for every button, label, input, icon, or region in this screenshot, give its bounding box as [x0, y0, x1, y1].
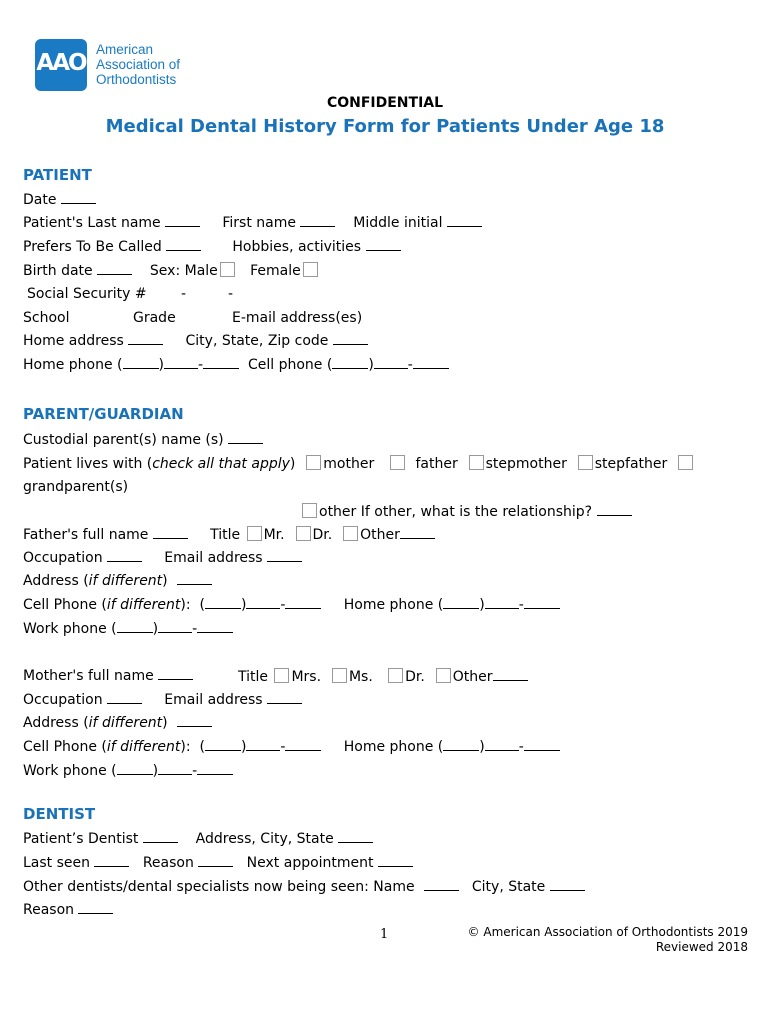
row-other-dentists — [23, 879, 585, 895]
father-address-hint: if different — [88, 573, 163, 589]
mother-address-field[interactable] — [177, 726, 212, 727]
father-occupation-field[interactable] — [107, 561, 142, 562]
mother-checkbox[interactable] — [306, 455, 321, 470]
row-other-relationship — [300, 503, 632, 520]
mother-home-label: Home phone ( — [343, 739, 444, 755]
ssn-dash-1: - — [181, 286, 187, 302]
row-mother-name — [23, 668, 193, 684]
next-appointment-field[interactable] — [378, 866, 413, 867]
father-work-label: Work phone ( — [23, 621, 117, 637]
mother-home-area[interactable] — [443, 750, 479, 751]
other-checkbox[interactable] — [302, 503, 317, 518]
patients-dentist-label: Patient’s Dentist — [23, 831, 139, 847]
logo-line-1: American — [96, 42, 154, 57]
grandparents-checkbox[interactable] — [678, 455, 693, 470]
mother-address-hint: if different — [88, 715, 163, 731]
row-names — [23, 215, 482, 231]
aao-logo-mark — [35, 39, 87, 91]
copyright-text: © American Association of Orthodontists 2019 — [467, 925, 748, 939]
mother-home-line[interactable] — [524, 750, 560, 751]
row-father-occupation — [23, 550, 302, 566]
ssn-label: Social Security # — [27, 286, 147, 302]
middle-initial-label: Middle initial — [353, 215, 443, 231]
row-phones: Home phone ( ) - Cell phone ( ) - — [23, 357, 449, 373]
confidential-label: CONFIDENTIAL — [326, 95, 444, 111]
mother-cell-label: Cell Phone ( — [23, 739, 107, 755]
row-father-work: Work phone ( ) - — [23, 621, 233, 637]
father-other-field[interactable] — [400, 538, 435, 539]
date-field[interactable] — [61, 203, 96, 204]
mother-label: mother — [323, 456, 375, 472]
city-state-zip-field[interactable] — [333, 344, 368, 345]
row-mother-occupation — [23, 692, 302, 708]
father-home-area[interactable] — [443, 608, 479, 609]
stepmother-label: stepmother — [485, 456, 567, 472]
father-checkbox[interactable] — [390, 455, 405, 470]
cell-phone-area[interactable] — [332, 368, 368, 369]
page-title: Medical Dental History Form for Patients Under Age 18 — [105, 116, 665, 137]
father-name-label: Father's full name — [23, 527, 149, 543]
middle-initial-field[interactable] — [447, 226, 482, 227]
home-phone-prefix[interactable] — [164, 368, 198, 369]
mother-work-area[interactable] — [117, 774, 153, 775]
grade-label: Grade — [133, 310, 176, 326]
row-father-phones: Cell Phone (if different): ( ) - Home phone ( ) - — [23, 597, 560, 613]
grandparents-label: grandparent(s) — [23, 479, 129, 495]
other-dentists-city-label: City, State — [471, 879, 546, 895]
prefers-label: Prefers To Be Called — [23, 239, 162, 255]
mrs-label: Mrs. — [291, 669, 322, 685]
female-label: Female — [250, 263, 301, 279]
prefers-field[interactable] — [166, 250, 201, 251]
hobbies-field[interactable] — [366, 250, 401, 251]
father-cell-line[interactable] — [285, 608, 321, 609]
father-work-prefix[interactable] — [158, 632, 192, 633]
mother-occupation-label: Occupation — [23, 692, 103, 708]
logo-abbr: AAO — [36, 50, 86, 76]
last-seen-label: Last seen — [23, 855, 91, 871]
dentist-address-label: Address, City, State — [195, 831, 334, 847]
row-mother-phones: Cell Phone (if different): ( ) - Home phone ( ) - — [23, 739, 560, 755]
row-dentist — [23, 831, 373, 847]
hobbies-label: Hobbies, activities — [232, 239, 362, 255]
mother-cell-line[interactable] — [285, 750, 321, 751]
row-last-seen — [23, 855, 413, 871]
mother-dr-checkbox[interactable] — [388, 668, 403, 683]
father-other-checkbox[interactable] — [343, 526, 358, 541]
mother-other-checkbox[interactable] — [436, 668, 451, 683]
row-address — [23, 333, 368, 349]
birth-date-label: Birth date — [23, 263, 93, 279]
other-dentists-city-field[interactable] — [550, 890, 585, 891]
last-name-label: Patient's Last name — [23, 215, 161, 231]
row-mother-address: Address (if different) — [23, 715, 212, 731]
first-name-label: First name — [222, 215, 296, 231]
reason-2-label: Reason — [23, 902, 75, 918]
row-father-name — [23, 526, 435, 543]
check-all-hint: check all that apply — [152, 456, 290, 472]
other-relationship-field[interactable] — [597, 515, 632, 516]
home-phone-line[interactable] — [203, 368, 239, 369]
home-phone-label: Home phone — [23, 357, 113, 373]
father-cell-hint: if different — [106, 597, 181, 613]
mother-cell-prefix[interactable] — [246, 750, 280, 751]
reason-label: Reason — [142, 855, 194, 871]
other-dentists-label: Other dentists/dental specialists now being seen: Name — [23, 879, 415, 895]
father-email-label: Email address — [164, 550, 263, 566]
reason-2-field[interactable] — [78, 913, 113, 914]
female-checkbox[interactable] — [303, 262, 318, 277]
dentist-address-field[interactable] — [338, 842, 373, 843]
father-cell-area[interactable] — [205, 608, 241, 609]
logo-line-3: Orthodontists — [96, 72, 177, 87]
custodial-field[interactable] — [228, 443, 263, 444]
father-work-area[interactable] — [117, 632, 153, 633]
birth-date-field[interactable] — [97, 274, 132, 275]
mother-home-prefix[interactable] — [485, 750, 519, 751]
city-state-zip-label: City, State, Zip code — [185, 333, 329, 349]
sex-label: Sex: Male — [149, 263, 218, 279]
row-custodial — [23, 432, 263, 448]
mother-email-label: Email address — [164, 692, 263, 708]
mother-ms-checkbox[interactable] — [332, 668, 347, 683]
mother-work-prefix[interactable] — [158, 774, 192, 775]
cell-phone-prefix[interactable] — [374, 368, 408, 369]
patients-dentist-field[interactable] — [143, 842, 178, 843]
male-checkbox[interactable] — [220, 262, 235, 277]
father-home-line[interactable] — [524, 608, 560, 609]
father-home-prefix[interactable] — [485, 608, 519, 609]
custodial-label: Custodial parent(s) name (s) — [23, 432, 224, 448]
mother-cell-hint: if different — [106, 739, 181, 755]
mother-occupation-field[interactable] — [107, 703, 142, 704]
father-email-field[interactable] — [267, 561, 302, 562]
mother-mrs-checkbox[interactable] — [274, 668, 289, 683]
section-dentist: DENTIST — [23, 805, 96, 823]
father-cell-prefix[interactable] — [246, 608, 280, 609]
row-school — [23, 310, 69, 326]
mother-dr-label: Dr. — [405, 669, 425, 685]
father-home-label: Home phone ( — [343, 597, 444, 613]
row-mother-title — [238, 668, 528, 685]
father-label: father — [415, 456, 458, 472]
stepfather-label: stepfather — [594, 456, 668, 472]
home-address-field[interactable] — [128, 344, 163, 345]
mother-name-label: Mother's full name — [23, 668, 154, 684]
row-birth-sex — [23, 262, 320, 279]
mother-other-field[interactable] — [493, 680, 528, 681]
next-appointment-label: Next appointment — [246, 855, 374, 871]
mother-work-line[interactable] — [197, 774, 233, 775]
stepfather-checkbox[interactable] — [578, 455, 593, 470]
stepmother-checkbox[interactable] — [469, 455, 484, 470]
cell-phone-label: Cell phone — [247, 357, 323, 373]
footer-notice — [468, 925, 748, 955]
page-number: 1 — [380, 927, 389, 942]
mr-label: Mr. — [263, 527, 285, 543]
last-name-field[interactable] — [165, 226, 200, 227]
row-ssn — [27, 286, 147, 302]
lives-with-label: Patient lives with ( — [23, 456, 153, 472]
reason-field[interactable] — [198, 866, 233, 867]
mother-address-label: Address ( — [23, 715, 89, 731]
mother-title-label: Title — [238, 669, 269, 685]
date-label: Date — [23, 192, 57, 208]
first-name-field[interactable] — [300, 226, 335, 227]
father-address-field[interactable] — [177, 584, 212, 585]
section-parent-guardian: PARENT/GUARDIAN — [23, 405, 184, 423]
father-address-label: Address ( — [23, 573, 89, 589]
mother-email-field[interactable] — [267, 703, 302, 704]
row-prefers — [23, 239, 401, 255]
row-father-address: Address (if different) — [23, 573, 212, 589]
row-lives-with: Patient lives with (check all that apply) mother father stepmother stepfather — [23, 455, 695, 472]
father-cell-label: Cell Phone ( — [23, 597, 107, 613]
school-label: School — [23, 310, 70, 326]
mother-other-label: Other — [452, 669, 493, 685]
email-label: E-mail address(es) — [232, 310, 363, 326]
father-dr-label: Dr. — [312, 527, 333, 543]
home-address-label: Home address — [23, 333, 124, 349]
father-name-field[interactable] — [153, 538, 188, 539]
section-patient: PATIENT — [23, 166, 92, 184]
ssn-dash-2: - — [228, 286, 234, 302]
mother-name-field[interactable] — [158, 679, 193, 680]
father-other-label: Other — [360, 527, 400, 543]
father-dr-checkbox[interactable] — [296, 526, 311, 541]
father-work-line[interactable] — [197, 632, 233, 633]
home-phone-area[interactable] — [123, 368, 159, 369]
last-seen-field[interactable] — [94, 866, 129, 867]
row-reason-2 — [23, 902, 113, 918]
other-label: other If other, what is the relationship? — [319, 504, 593, 520]
father-occupation-label: Occupation — [23, 550, 103, 566]
mother-cell-area[interactable] — [205, 750, 241, 751]
logo-line-2: Association of — [96, 57, 181, 72]
reviewed-text: Reviewed 2018 — [655, 940, 748, 954]
other-dentists-name-field[interactable] — [424, 890, 459, 891]
ms-label: Ms. — [348, 669, 373, 685]
father-title-label: Title — [210, 527, 241, 543]
row-mother-work: Work phone ( ) - — [23, 763, 233, 779]
row-date — [23, 192, 96, 208]
cell-phone-line[interactable] — [413, 368, 449, 369]
mother-work-label: Work phone ( — [23, 763, 117, 779]
father-mr-checkbox[interactable] — [247, 526, 262, 541]
